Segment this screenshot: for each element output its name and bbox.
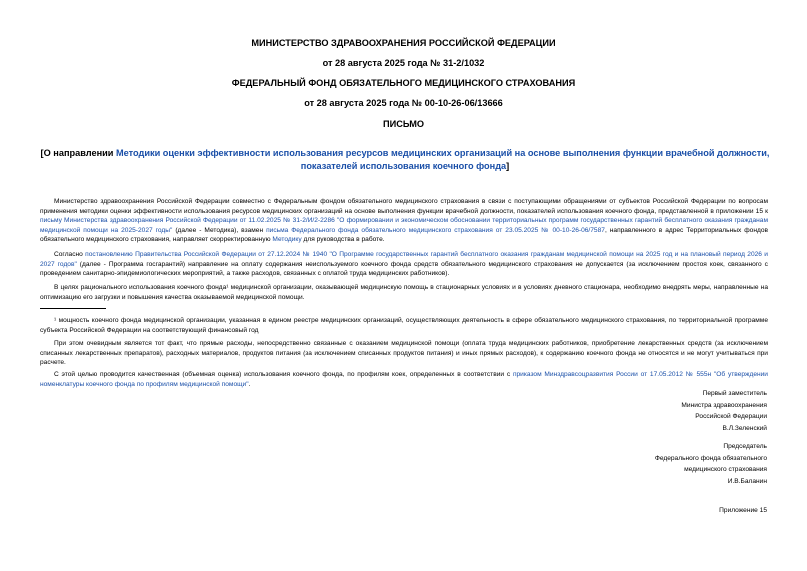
signature-name: И.В.Баланин [727,477,767,485]
paragraph-5: При этом очевидным является тот факт, что прямые расходы, непосредственно связанные с оказанием медицинской помощи (оплата труда медицинских работников, приобретение лекарственных средств (за исключением списанных лекарственных препаратов), расходных материалов, продуктов питания (за исключением списанных продуктов питания) и иных прямых расходов), к содержанию коечного фонда не относятся и не могут учитываться при расчете. [40,340,768,366]
signature-position: Председатель [723,443,767,450]
paragraph-2 [40,250,768,279]
paragraph-2-text-b: (далее - Программа госгарантий) направление на оплату содержания неиспользуемого коечного фонда средств обязательного медицинского страхования не допускается (за исключением простоя коек, связанного с проведением санитарно-эпидемиологических мероприятий, а также расходов, связанных с оплатой труда медицинских работников). [40,260,768,277]
paragraph-1-text-b: (далее - Методика), взамен [172,226,267,234]
signature-position: Министра здравоохранения [681,401,767,409]
paragraph-6 [40,370,768,389]
signature-position: Первый заместитель [702,390,767,397]
paragraph-2-text-a: Согласно [54,251,86,258]
appendix-label: Приложение 15 [719,507,767,514]
government-decree-link[interactable]: постановлению Правительства Российской Федерации от 27.12.2024 № 1940 "О Программе государственных гарантий бесплатного оказания гражданам медицинской помощи на 2025 год и на плановый период 2026 и 2027 годов" [40,251,768,268]
ministry-title: МИНИСТЕРСТВО ЗДРАВООХРАНЕНИЯ РОССИЙСКОЙ ФЕДЕРАЦИИ [251,38,556,48]
signature-name: В.Л.Зеленский [722,424,767,432]
paragraph-6-text-b: . [248,380,251,388]
signature-block-ministry [507,388,767,434]
fund-letter-number: от 28 августа 2025 года № 00-10-26-06/13666 [304,98,503,108]
subject-suffix: ] [506,161,510,171]
paragraph-6-text-a: С этой целью проводится качественная (объемная оценка) использования коечного фонда, по профилям коек, определенных в соответствии с [54,371,513,378]
document-subject [40,147,770,173]
paragraph-1 [40,197,768,245]
signature-position: Федерального фонда обязательного [654,454,767,462]
fund-title: ФЕДЕРАЛЬНЫЙ ФОНД ОБЯЗАТЕЛЬНОГО МЕДИЦИНСКОГО СТРАХОВАНИЯ [231,78,576,88]
ffoms-letter-link[interactable]: письма Федерального фонда обязательного медицинского страхования от 23.05.2025 № 00-10-26-06/7587 [266,226,605,234]
paragraph-3: В целях рационального использования коечного фонда¹ медицинской организации, оказывающей медицинскую помощь в стационарных условиях и в условиях дневного стационара, необходимо внедрять меры, направленные на оптимизацию его загрузки и повышения качества оказываемой медицинской помощи. [40,284,768,301]
signature-position: медицинского страхования [684,466,767,473]
methodology-link[interactable]: Методики оценки эффективности использования ресурсов медицинских организаций на основе выполнения функции врачебной должности, показателей использования коечного фонда [116,148,770,171]
methodology-inline-link[interactable]: Методику [272,236,302,243]
footnote-1: ¹ мощность коечного фонда медицинской организации, указанная в едином реестре медицинских организаций, осуществляющих деятельность в сфере обязательного медицинского страхования, по территориальной программе субъекта Российской Федерации на соответствующий финансовый год [40,317,768,334]
order-555n-link[interactable]: приказом Минздравсоцразвития России от 17.05.2012 № 555н "Об утверждении номенклатуры коечного фонда по профилям медицинской помощи" [40,371,768,388]
ministry-letter-number: от 28 августа 2025 года № 31-2/1032 [322,58,485,68]
footnote-separator [40,308,106,309]
signature-position: Российской Федерации [695,413,767,420]
signature-block-fund [507,441,767,487]
subject-prefix: [О направлении [40,148,116,158]
minzdrav-letter-link[interactable]: письму Министерства здравоохранения Российской Федерации от 11.02.2025 № 31-2/И/2-2286 "О формировании и экономическом обосновании территориальных программ государственных гарантий бесплатного оказания гражданам медицинской помощи на 2025-2027 годы" [40,217,768,234]
paragraph-1-text-c: , направленного в адрес Территориальных фондов обязательного медицинского страхования, направляет скорректированную [40,226,769,243]
document-type: ПИСЬМО [382,119,425,129]
paragraph-1-text-d: для руководства в работе. [301,236,385,243]
paragraph-1-text-a: Министерство здравоохранения Российской Федерации совместно с Федеральным фондом обязательного медицинского страхования в связи с поступающими обращениями от субъектов Российской Федерации по вопросам применения методики оценки эффективности использования ресурсов медицинских организаций на основе выполнения функции врачебной должности, показателей использования коечного фонда, представленной в приложении 15 к [40,198,768,215]
